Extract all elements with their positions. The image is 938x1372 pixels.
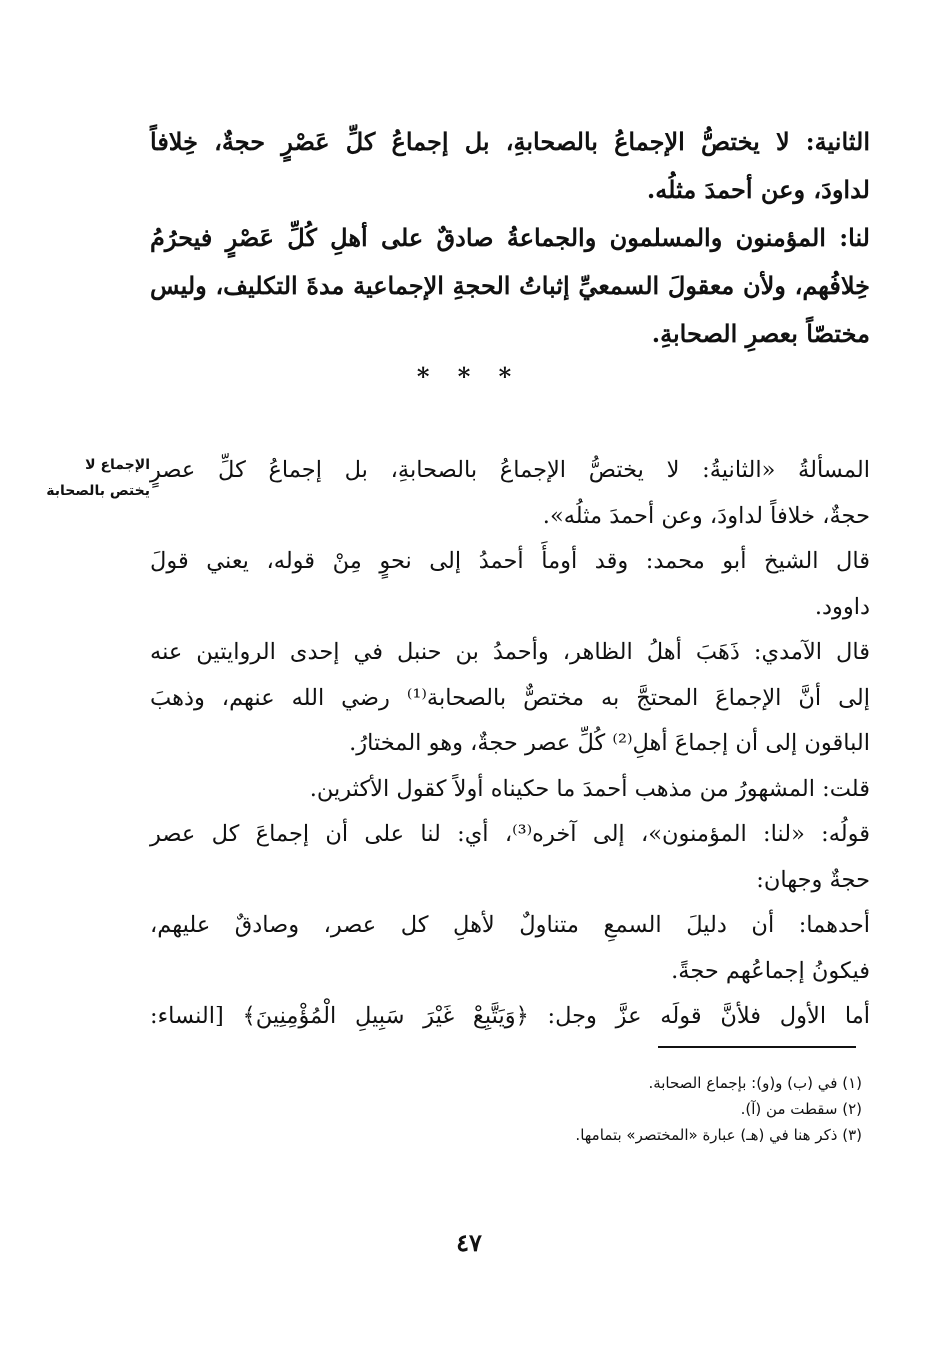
sharh-line: حجةٌ وجهان: [756, 866, 870, 893]
margin-heading [28, 452, 150, 504]
footnotes [400, 1070, 862, 1148]
sharh-line: قال الشيخ أبو محمد: وقد أومأَ أحمدُ إلى نحوٍ مِنْ قوله، يعني قولَ [150, 548, 870, 574]
footnote-2: (٢) سقطت من (آ). [740, 1100, 862, 1118]
margin-heading-line: يختص بالصحابة [46, 483, 150, 499]
matn-text [150, 118, 870, 358]
sharh-line: أما الأول فلأنَّ قولَه عزَّ وجل: ﴿وَيَتَّبِعْ غَيْرَ سَبِيلِ الْمُؤْمِنِينَ﴾ [النساء: [150, 1003, 870, 1029]
sharh-paragraph-5 [150, 812, 870, 903]
sharh-line: داوود. [814, 593, 870, 620]
sharh-line: أحدهما: أن دليلَ السمعِ متناولٌ لأهلِ كل عصر، وصادقٌ عليهم، [150, 912, 870, 938]
matn-paragraph-1 [150, 118, 870, 214]
footnote-separator [658, 1046, 856, 1048]
matn-line: لنا: المؤمنون والمسلمون والجماعةُ صادقٌ على أهلِ كُلِّ عَصْرٍ فيحرُمُ [150, 223, 870, 252]
footnote-1: (١) في (ب) و(و): بإجماع الصحابة. [648, 1074, 862, 1092]
section-separator: * * * [416, 362, 522, 391]
margin-heading-line: الإجماع لا [85, 457, 150, 473]
sharh-text [150, 448, 870, 1040]
footnote-3: (٣) ذكر هنا في (هـ) عبارة «المختصر» بتمامها. [575, 1126, 862, 1144]
matn-line: خِلافُهم، ولأن معقولَ السمعيِّ إثباتُ الحجةِ الإجماعية مدةَ التكليف، وليس [150, 271, 870, 300]
page-number: ٤٧ [456, 1228, 482, 1257]
sharh-line: قال الآمدي: ذَهَبَ أهلُ الظاهر، وأحمدُ بن حنبل في إحدى الروايتين عنه [150, 639, 870, 665]
sharh-line: المسألةُ «الثانيةُ: لا يختصُّ الإجماعُ بالصحابةِ، بل إجماعُ كلِّ عصرٍ [150, 457, 870, 483]
sharh-paragraph-3 [150, 630, 870, 767]
sharh-line: إلى أنَّ الإجماعَ المحتجَّ به مختصٌّ بالصحابة⁽¹⁾ رضي الله عنهم، وذهبَ [150, 684, 870, 711]
matn-line: الثانية: لا يختصُّ الإجماعُ بالصحابةِ، بل إجماعُ كلِّ عَصْرٍ حجةٌ، خِلافاً [150, 127, 870, 156]
sharh-paragraph-2 [150, 539, 870, 630]
sharh-line: حجةٌ، خلافاً لداودَ، وعن أحمدَ مثلُه». [542, 502, 870, 529]
sharh-paragraph-7 [150, 994, 870, 1040]
sharh-line: قولُه: «لنا: المؤمنون»، إلى آخره⁽³⁾، أي: لنا على أن إجماعَ كل عصر [150, 821, 870, 847]
sharh-line: قلت: المشهورُ من مذهب أحمدَ ما حكيناه أولاً كقول الأكثرين. [309, 775, 870, 802]
sharh-line: الباقون إلى أن إجماعَ أهلِ⁽²⁾ كُلِّ عصر حجةٌ، وهو المختارُ. [349, 730, 870, 756]
matn-line: مختصّاً بعصرِ الصحابةِ. [651, 319, 870, 348]
sharh-paragraph-6 [150, 903, 870, 994]
matn-line: لداودَ، وعن أحمدَ مثلُه. [646, 175, 870, 204]
sharh-paragraph-1 [150, 448, 870, 539]
sharh-paragraph-4 [150, 767, 870, 813]
sharh-line: فيكونُ إجماعُهم حجةً. [671, 957, 870, 984]
matn-paragraph-2 [150, 214, 870, 358]
